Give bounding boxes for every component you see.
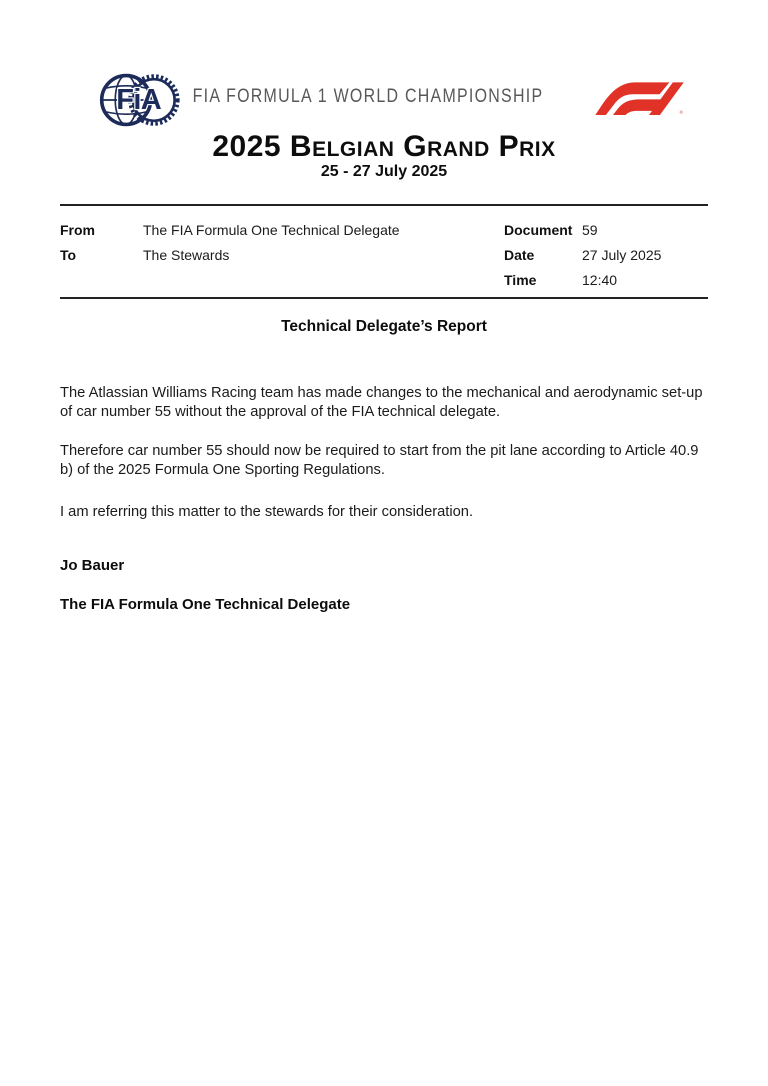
championship-wordmark: FIA FORMULA 1 WORLD CHAMPIONSHIP bbox=[192, 86, 544, 107]
document-label: Document bbox=[504, 222, 573, 238]
event-dates: 25 - 27 July 2025 bbox=[320, 163, 448, 180]
meta-row-3 bbox=[60, 272, 708, 297]
to-value: The Stewards bbox=[143, 247, 230, 263]
signature-name: Jo Bauer bbox=[60, 556, 125, 574]
meta-row-1 bbox=[60, 222, 708, 247]
time-value: 12:40 bbox=[582, 272, 618, 288]
time-label: Time bbox=[504, 272, 537, 288]
event-title: 2025 Belgian Grand Prix bbox=[212, 130, 556, 163]
to-label: To bbox=[60, 247, 77, 263]
report-paragraph: Therefore car number 55 should now be required to start from the pit lane according to Article 40.9 b) of the 2025 Formula One Sporting Regulations. bbox=[60, 443, 699, 478]
date-label: Date bbox=[504, 247, 535, 263]
report-heading: Technical Delegate’s Report bbox=[281, 318, 487, 335]
date-value: 27 July 2025 bbox=[582, 247, 662, 263]
fia-logo-icon bbox=[98, 67, 182, 133]
document-meta-table bbox=[60, 204, 708, 299]
meta-row-2 bbox=[60, 247, 708, 272]
report-paragraph: I am referring this matter to the stewards for their consideration. bbox=[60, 504, 474, 520]
registered-mark-icon: ® bbox=[679, 109, 683, 115]
report-body bbox=[60, 384, 708, 636]
report-paragraph: The Atlassian Williams Racing team has made changes to the mechanical and aerodynamic set-up of car number 55 without the approval of the FIA technical delegate. bbox=[60, 385, 703, 420]
from-value: The FIA Formula One Technical Delegate bbox=[143, 222, 400, 238]
signature-title: The FIA Formula One Technical Delegate bbox=[60, 596, 351, 613]
document-value: 59 bbox=[582, 222, 598, 238]
f1-logo-icon bbox=[592, 81, 687, 115]
fia-logo-text: FiA bbox=[116, 84, 162, 117]
from-label: From bbox=[60, 222, 95, 238]
